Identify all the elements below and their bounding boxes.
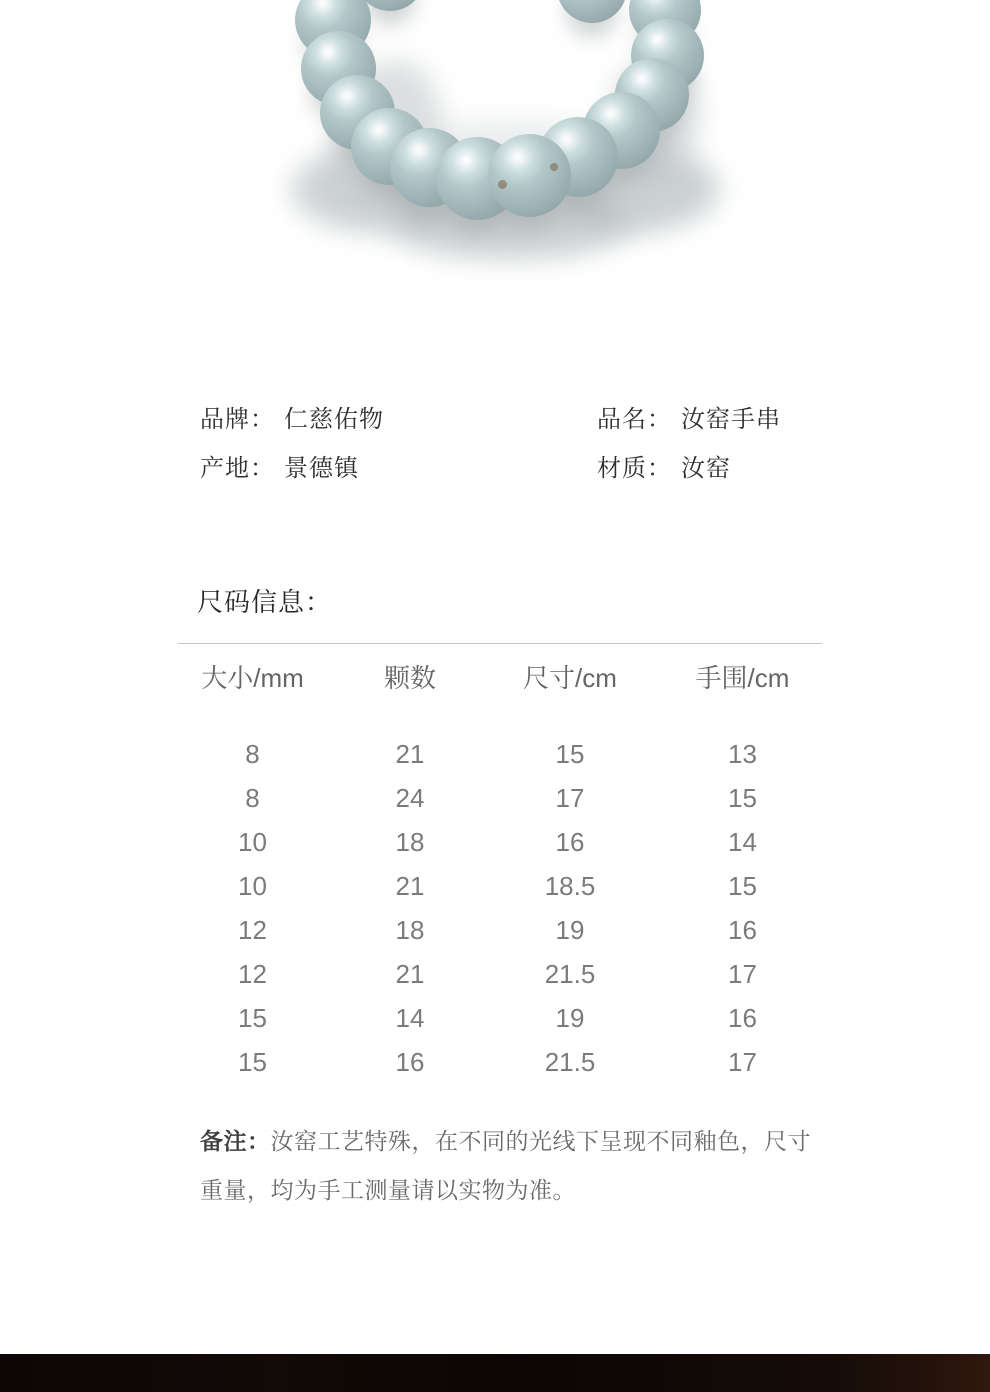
- table-cell: 17: [728, 1047, 757, 1077]
- table-row: [180, 952, 840, 996]
- table-row: [180, 1040, 840, 1084]
- table-cell: 21.5: [544, 959, 596, 989]
- table-cell: 16: [395, 1047, 425, 1077]
- table-cell: 21.5: [544, 1047, 596, 1077]
- attributes-block: [200, 407, 781, 482]
- size-section-title: 尺码信息：: [197, 588, 333, 617]
- table-cell: 17: [555, 783, 585, 813]
- table-cell: 24: [395, 783, 425, 813]
- table-cell: 18: [395, 827, 425, 857]
- bracelet-bead: [488, 134, 571, 217]
- table-cell: 16: [728, 1003, 757, 1033]
- table-cell: 12: [238, 915, 267, 945]
- table-cell: 15: [728, 783, 757, 813]
- table-cell: 16: [728, 915, 757, 945]
- table-row: [180, 908, 840, 952]
- table-cell: 19: [555, 915, 585, 945]
- table-cell: 15: [238, 1047, 267, 1077]
- size-table-header: [180, 664, 840, 692]
- table-cell: 12: [238, 959, 267, 989]
- product-name-label: 品名：: [597, 407, 672, 433]
- table-cell: 10: [238, 827, 267, 857]
- table-cell: 13: [728, 739, 757, 769]
- origin-value: 景德镇: [284, 456, 359, 482]
- remark-label: 备注：: [200, 1128, 271, 1154]
- material-label: 材质：: [597, 456, 672, 482]
- product-name-value: 汝窑手串: [681, 407, 781, 433]
- brand-value: 仁慈佑物: [284, 407, 384, 433]
- origin-label: 产地：: [200, 456, 275, 482]
- attribute-brand: [200, 407, 597, 433]
- table-cell: 8: [245, 739, 260, 769]
- table-cell: 10: [238, 871, 267, 901]
- remark-note: [200, 1117, 811, 1215]
- attribute-material: [597, 456, 781, 482]
- table-cell: 19: [555, 1003, 585, 1033]
- table-cell: 17: [728, 959, 757, 989]
- column-header-size-mm: 大小/mm: [201, 663, 304, 693]
- size-table: [180, 664, 840, 1084]
- section-divider-line: [178, 643, 822, 644]
- table-row: [180, 732, 840, 776]
- table-cell: 21: [395, 871, 425, 901]
- table-cell: 21: [395, 959, 425, 989]
- product-photo: [0, 0, 990, 300]
- remark-line-1: 汝窑工艺特殊，在不同的光线下呈现不同釉色，尺寸: [270, 1128, 811, 1154]
- table-row: [180, 864, 840, 908]
- bracelet-cord-gap: [498, 180, 507, 189]
- table-cell: 15: [555, 739, 585, 769]
- column-header-wrist-cm: 手围/cm: [695, 663, 790, 693]
- next-section-dark-edge: [0, 1354, 990, 1392]
- bracelet-cord-gap: [550, 163, 558, 171]
- table-row: [180, 820, 840, 864]
- table-cell: 15: [238, 1003, 267, 1033]
- table-row: [180, 996, 840, 1040]
- size-table-body: [180, 732, 840, 1084]
- remark-line-2: 重量，均为手工测量请以实物为准。: [200, 1177, 576, 1203]
- table-cell: 14: [395, 1003, 425, 1033]
- table-cell: 14: [728, 827, 757, 857]
- table-cell: 15: [728, 871, 757, 901]
- bracelet-bead: [557, 0, 627, 23]
- attribute-product-name: [597, 407, 781, 433]
- column-header-length-cm: 尺寸/cm: [523, 663, 617, 693]
- table-cell: 21: [395, 739, 425, 769]
- brand-label: 品牌：: [200, 407, 275, 433]
- table-cell: 18: [395, 915, 425, 945]
- table-cell: 18.5: [544, 871, 596, 901]
- table-cell: 8: [245, 783, 260, 813]
- table-cell: 16: [555, 827, 585, 857]
- material-value: 汝窑: [681, 456, 731, 482]
- attribute-origin: [200, 456, 597, 482]
- table-row: [180, 776, 840, 820]
- column-header-count: 颗数: [383, 663, 436, 693]
